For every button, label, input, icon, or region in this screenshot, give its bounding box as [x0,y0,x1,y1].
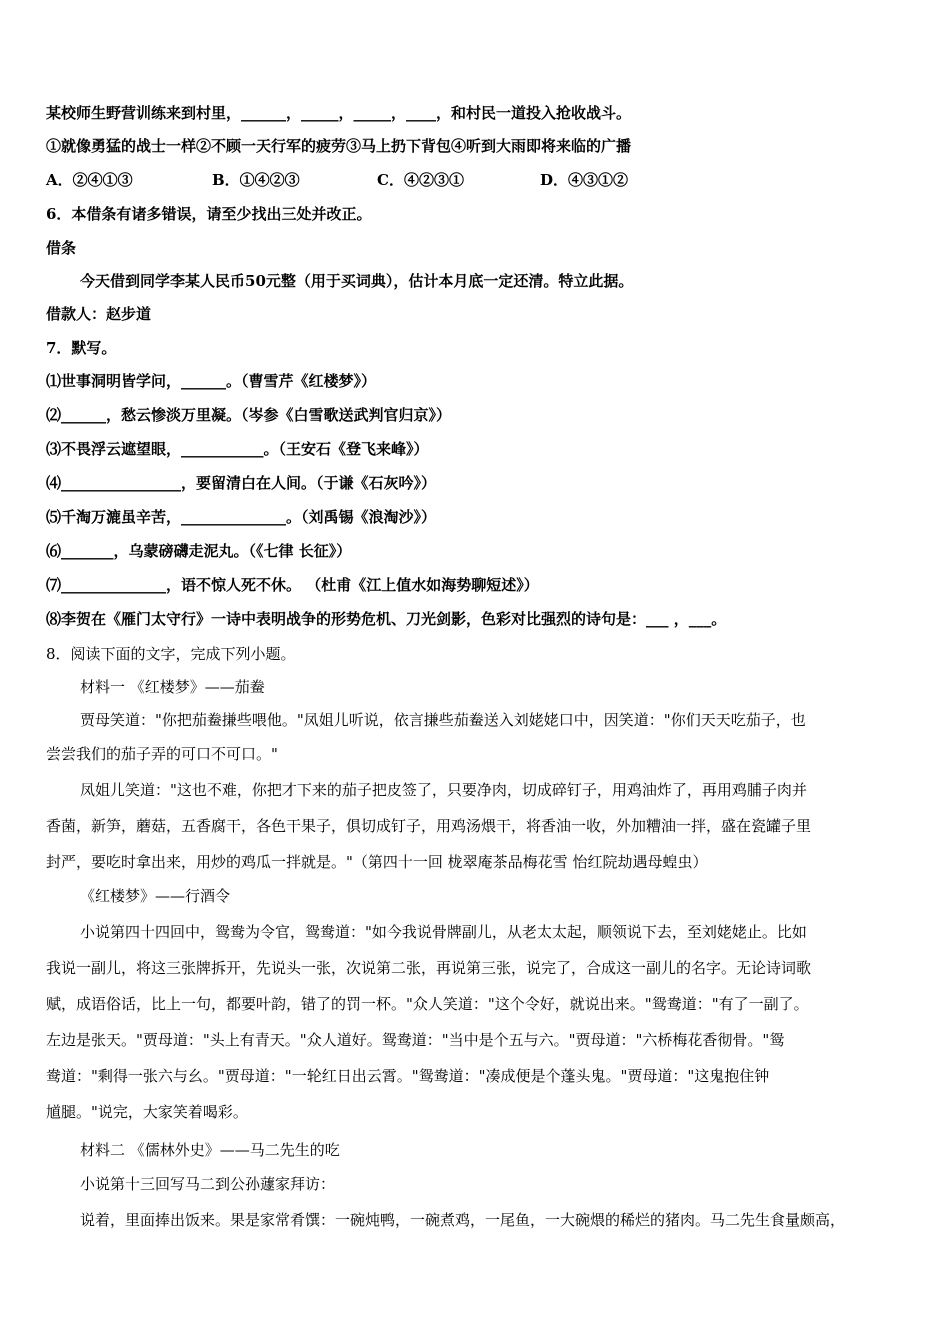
q7-item: ⑷________________，要留清白在人间。（于谦《石灰吟》） [46,474,437,492]
q5-option-b: B．①④②③ [212,171,300,189]
material-two-title: 材料二 《儒林外史》——马二先生的吃 [80,1141,340,1159]
q6-title: 借条 [46,239,77,257]
q7-item: ⑴世事洞明皆学问，______。（曹雪芹《红楼梦》） [46,372,377,390]
q7-item: ⑹_______，乌蒙磅礴走泥丸。（《七律 长征》） [46,542,352,560]
q7-item: ⑵______，愁云惨淡万里凝。（岑参《白雪歌送武判官归京》） [46,406,452,424]
material-one-title: 材料一 《红楼梦》——茄鲞 [80,678,265,696]
paragraph-line: 左边是张天。"贾母道："头上有青天。"众人道好。鸳鸯道："当中是个五与六。"贾母道："六桥梅花香彻骨。"鸳 [46,1031,785,1049]
q7-stem: 7．默写。 [46,339,117,357]
q6-body: 今天借到同学李某人民币50元整（用于买词典），估计本月底一定还清。特立此据。 [80,272,634,290]
paragraph-line: 馗腿。"说完，大家笑着喝彩。 [46,1103,248,1121]
q7-item: ⑺______________，语不惊人死不休。 （杜甫《江上值水如海势聊短述》） [46,576,539,594]
paragraph-line: 说着，里面捧出饭来。果是家常肴馔：一碗炖鸭，一碗煮鸡，一尾鱼，一大碗煨的稀烂的猪肉。马二先生食量颇高， [80,1211,846,1229]
q6-signer: 借款人：赵步道 [46,305,152,323]
paragraph-line: 我说一副儿，将这三张牌拆开，先说头一张，次说第二张，再说第三张，说完了，合成这一副儿的名字。无论诗词歌 [46,959,812,977]
q5-parts: ①就像勇猛的战士一样②不顾一天行军的疲劳③马上扔下背包④听到大雨即将来临的广播 [46,137,632,155]
paragraph-line: 赋，成语俗话，比上一句，都要叶韵，错了的罚一杯。"众人笑道："这个令好，就说出来。"鸳鸯道："有了一副了。 [46,995,809,1013]
paragraph-line: 尝尝我们的茄子弄的可口不可口。" [46,745,278,763]
paragraph-line: 鸯道："剩得一张六与幺。"贾母道："一轮红日出云霄。"鸳鸯道："凑成便是个蓬头鬼。"贾母道："这鬼抱住钟 [46,1067,770,1085]
q5-option-d: D．④③①② [540,171,629,189]
q8-stem: 8．阅读下面的文字，完成下列小题。 [46,645,296,663]
q7-item: ⑸千淘万漉虽辛苦，______________。（刘禹锡《浪淘沙》） [46,508,437,526]
q7-item: ⑻李贺在《雁门太守行》一诗中表明战争的形势危机、刀光剑影，色彩对比强烈的诗句是：___ ，___。 [46,610,727,628]
paragraph-line: 小说第四十四回中，鸳鸯为令官，鸳鸯道："如今我说骨牌副儿，从老太太起，顺领说下去，至刘姥姥止。比如 [80,923,807,941]
q5-option-a: A．②④①③ [46,171,133,189]
paragraph-line: 香菌，新笋，蘑菇，五香腐干，各色干果子，俱切成钉子，用鸡汤煨干，将香油一收，外加糟油一拌，盛在瓷罐子里 [46,817,812,835]
q5-sentence: 某校师生野营训练来到村里，______，_____，_____，____，和村民一道投入抢收战斗。 [46,104,632,122]
paragraph-line: 小说第十三回写马二到公孙蘧家拜访： [80,1175,336,1193]
q7-item: ⑶不畏浮云遮望眼，___________。（王安石《登飞来峰》） [46,440,429,458]
paragraph-line: 封严，要吃时拿出来，用炒的鸡瓜一拌就是。"（第四十一回 栊翠庵茶品梅花雪 怡红院劫遇母蝗虫） [46,853,708,871]
paragraph-line: 凤姐儿笑道："这也不难，你把才下来的茄子把皮签了，只要净肉，切成碎钉子，用鸡油炸了，再用鸡脯子肉并 [80,781,807,799]
q5-option-c: C．④②③① [377,171,464,189]
paragraph-line: 贾母笑道："你把茄鲞搛些喂他。"凤姐儿听说，依言搛些茄鲞送入刘姥姥口中，因笑道："你们天天吃茄子，也 [80,711,806,729]
material-one-sub-title: 《红楼梦》——行酒令 [80,887,231,905]
q6-stem: 6．本借条有诸多错误，请至少找出三处并改正。 [46,205,372,223]
